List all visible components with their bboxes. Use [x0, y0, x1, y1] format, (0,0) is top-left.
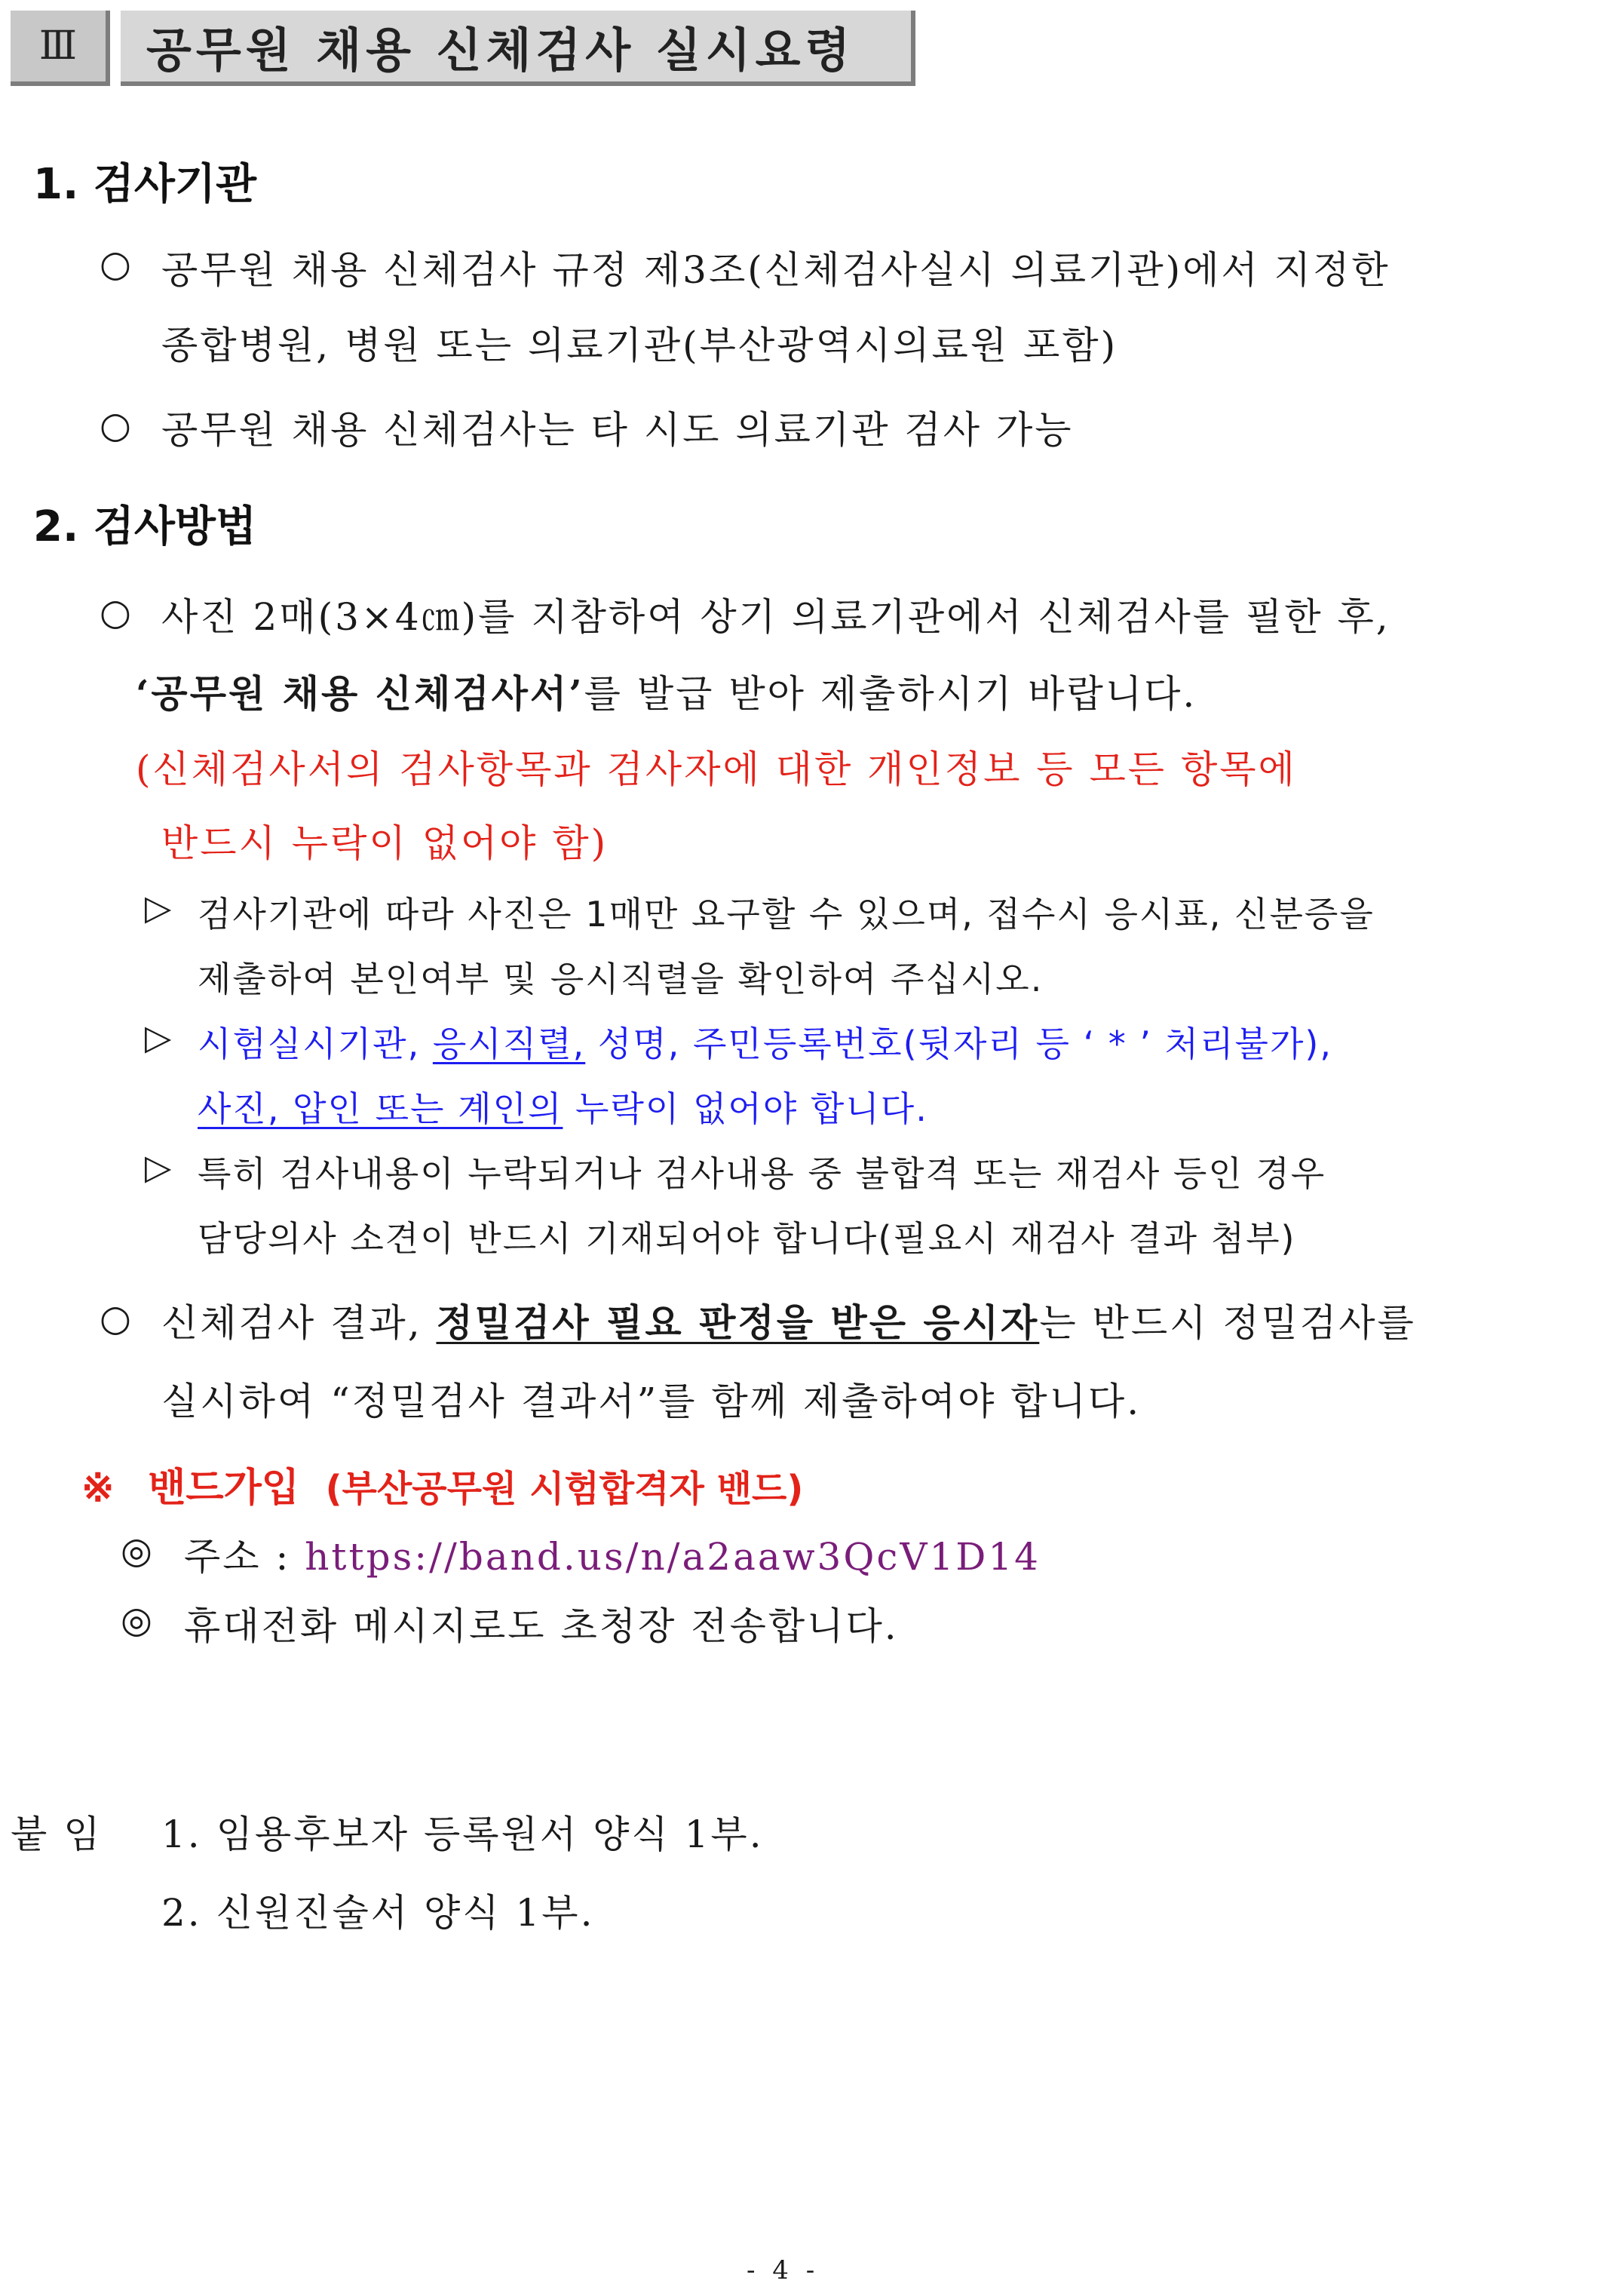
sub2-line1-b: 응시직렬, — [432, 1024, 586, 1064]
double-circle-bullet-icon: ◎ — [121, 1530, 152, 1572]
attachment-item-2: 2. 신원진술서 양식 1부. — [161, 1891, 595, 1935]
band-subtitle: (부산공무원 시험합격자 밴드) — [325, 1468, 804, 1510]
section1-item2: 공무원 채용 신체검사는 타 시도 의료기관 검사 가능 — [161, 408, 1074, 452]
reference-mark-icon: ※ — [81, 1465, 115, 1511]
section2-item2-line2: 실시하여 “정밀검사 결과서”를 함께 제출하여야 합니다. — [161, 1380, 1142, 1423]
circle-bullet-icon: ○ — [100, 591, 131, 634]
band-address-link[interactable]: https://band.us/n/a2aaw3QcV1D14 — [305, 1535, 1041, 1579]
attachment-item-1: 1. 임용후보자 등록원서 양식 1부. — [161, 1813, 764, 1856]
health-form-title: ‘공무원 채용 신체검사서’ — [136, 671, 584, 716]
band-title: 밴드가입 — [148, 1466, 300, 1511]
warning-line1: (신체검사서의 검사항목과 검사자에 대한 개인정보 등 모든 항목에 — [136, 747, 1297, 791]
sub2-line1-c: 성명, 주민등록번호(뒷자리 등 ‘ * ’ 처리불가), — [585, 1024, 1332, 1064]
sub3-line2: 담당의사 소견이 반드시 기재되어야 합니다(필요시 재검사 결과 첨부) — [198, 1218, 1296, 1259]
section1-item1-line1: 공무원 채용 신체검사 규정 제3조(신체검사실시 의료기관)에서 지정한 — [161, 248, 1391, 292]
section1-heading: 1. 검사기관 — [33, 160, 257, 209]
page-title-box — [121, 11, 915, 86]
section-number: Ⅲ — [38, 23, 78, 69]
section-number-box — [11, 11, 110, 86]
page-title: 공무원 채용 신체검사 실시요령 — [146, 22, 855, 78]
section2-item1-line1: 사진 2매(3×4㎝)를 지참하여 상기 의료기관에서 신체검사를 필한 후, — [161, 595, 1391, 639]
double-circle-bullet-icon: ◎ — [121, 1599, 152, 1641]
circle-bullet-icon: ○ — [100, 1297, 131, 1340]
warning-line2: 반드시 누락이 없어야 함) — [161, 821, 609, 865]
page-number: - 4 - — [747, 2255, 820, 2285]
sub2-line2 — [198, 1082, 928, 1131]
circle-bullet-icon: ○ — [100, 404, 131, 447]
sub2-line1-a: 시험실시기관, — [198, 1024, 433, 1064]
section2-item2-line1 — [161, 1293, 1416, 1347]
sub2-line2-b: 누락이 없어야 합니다. — [563, 1088, 928, 1129]
section1-item1-line2: 종합병원, 병원 또는 의료기관(부산광역시의료원 포함) — [161, 324, 1118, 367]
band-section — [81, 1456, 803, 1512]
precision-exam-note: 정밀검사 필요 판정을 받은 응시자 — [436, 1301, 1040, 1345]
section2-item2-line1-a: 신체검사 결과, — [161, 1301, 437, 1345]
sub3-line1: 특히 검사내용이 누락되거나 검사내용 중 불합격 또는 재검사 등인 경우 — [198, 1153, 1326, 1194]
section2-item2-line1-c: 는 반드시 정밀검사를 — [1039, 1301, 1416, 1345]
triangle-bullet-icon: ▷ — [145, 887, 173, 928]
triangle-bullet-icon: ▷ — [145, 1017, 173, 1057]
section2-item1-line2-rest: 를 발급 받아 제출하시기 바랍니다. — [584, 672, 1197, 716]
band-address-label: 주소 : — [184, 1535, 305, 1579]
sub1-line1: 검사기관에 따라 사진은 1매만 요구할 수 있으며, 접수시 응시표, 신분증을 — [198, 894, 1375, 935]
sub2-line1 — [198, 1017, 1332, 1067]
sub1-line2: 제출하여 본인여부 및 응시직렬을 확인하여 주십시오. — [198, 959, 1044, 999]
attachments-label: 붙 임 — [11, 1813, 103, 1856]
circle-bullet-icon: ○ — [100, 243, 131, 285]
band-address — [184, 1527, 1041, 1581]
band-sms-note: 휴대전화 메시지로도 초청장 전송합니다. — [184, 1604, 899, 1648]
section2-heading: 2. 검사방법 — [33, 502, 257, 551]
triangle-bullet-icon: ▷ — [145, 1146, 173, 1187]
section2-item1-line2 — [136, 664, 1197, 718]
sub2-line2-a: 사진, 압인 또는 계인의 — [198, 1088, 563, 1129]
